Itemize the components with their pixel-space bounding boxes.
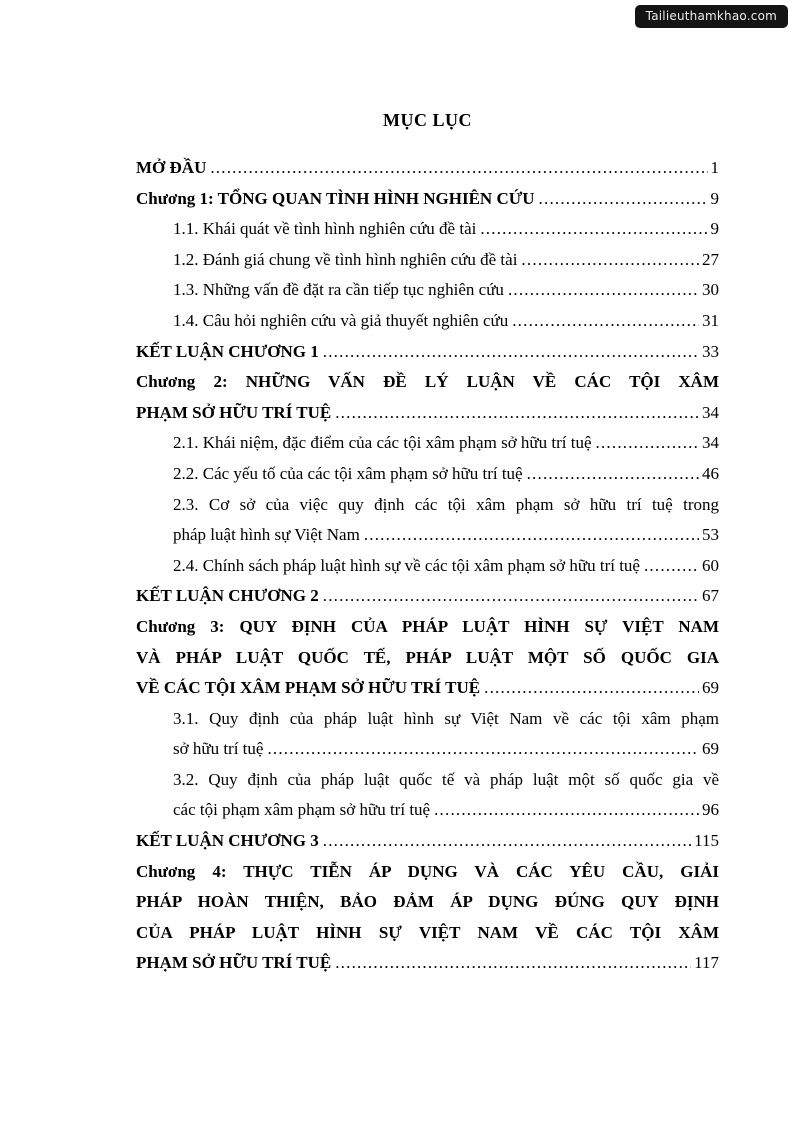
toc-entry-line: 3.1. Quy định của pháp luật hình sự Việt Nam về các tội xâm phạm [173,708,719,728]
page-content [136,110,719,979]
toc-entry-line [173,428,719,459]
dot-leader [323,337,699,368]
dot-leader [335,948,691,979]
toc-entry-text: KẾT LUẬN CHƯƠNG 1 [136,341,319,361]
toc-entry [136,275,719,306]
toc-list [136,153,719,979]
toc-entry-line [173,551,719,582]
toc-entry [136,459,719,490]
toc-entry-text: 2.1. Khái niệm, đặc điểm của các tội xâm phạm sở hữu trí tuệ [173,433,592,453]
toc-entry-text: pháp luật hình sự Việt Nam [173,525,360,545]
dot-leader [480,214,707,245]
toc-entry-line: CỦA PHÁP LUẬT HÌNH SỰ VIỆT NAM VỀ CÁC TỘI XÂM [136,922,719,942]
toc-entry-line [136,948,719,979]
page-number: 31 [702,310,719,330]
toc-entry [136,367,719,428]
dot-leader [210,153,707,184]
toc-entry-text: 1.2. Đánh giá chung về tình hình nghiên cứu đề tài [173,249,518,269]
toc-entry-line [136,826,719,857]
toc-entry-line [136,153,719,184]
toc-entry [136,245,719,276]
toc-entry-line [173,214,719,245]
page-title: MỤC LỤC [383,110,472,130]
toc-entry-line: Chương 4: THỰC TIỄN ÁP DỤNG VÀ CÁC YÊU CẦU, GIẢI [136,861,719,881]
page-number: 9 [710,219,719,239]
page-number: 69 [702,739,719,759]
toc-entry-text: sở hữu trí tuệ [173,739,264,759]
toc-entry-text: PHẠM SỞ HỮU TRÍ TUỆ [136,402,332,422]
page-number: 60 [702,555,719,575]
watermark-badge: Tailieuthamkhao.com [635,5,788,28]
dot-leader [434,795,699,826]
toc-entry-line: Chương 3: QUY ĐỊNH CỦA PHÁP LUẬT HÌNH SỰ VIỆT NAM [136,616,719,636]
page-number: 27 [702,249,719,269]
dot-leader [364,520,699,551]
dot-leader [527,459,699,490]
page-number: 69 [702,678,719,698]
toc-entry [136,765,719,826]
toc-entry-text: KẾT LUẬN CHƯƠNG 3 [136,831,319,851]
toc-entry-text: MỞ ĐẦU [136,158,207,177]
page-number: 53 [702,525,719,545]
toc-entry-line [173,459,719,490]
page-number: 96 [702,800,719,820]
toc-entry-text: VỀ CÁC TỘI XÂM PHẠM SỞ HỮU TRÍ TUỆ [136,678,481,698]
toc-entry [136,826,719,857]
toc-entry-line [173,306,719,337]
page-number: 33 [702,341,719,361]
page-number: 9 [710,188,719,208]
toc-entry-line: 2.3. Cơ sở của việc quy định các tội xâm phạm sở hữu trí tuệ trong [173,494,719,514]
toc-entry-line: PHÁP HOÀN THIỆN, BẢO ĐẢM ÁP DỤNG ĐÚNG QUY ĐỊNH [136,892,719,912]
toc-entry-text: Chương 1: TỔNG QUAN TÌNH HÌNH NGHIÊN CỨU [136,188,535,208]
toc-entry-line [136,581,719,612]
dot-leader [512,306,699,337]
toc-entry [136,581,719,612]
toc-entry [136,306,719,337]
toc-entry-text: 1.4. Câu hỏi nghiên cứu và giả thuyết nghiên cứu [173,310,509,330]
page-number: 115 [694,831,719,851]
toc-entry-line [173,734,719,765]
dot-leader [484,673,699,704]
toc-entry [136,551,719,582]
page-number: 117 [694,953,719,973]
toc-entry-line [136,673,719,704]
dot-leader [508,275,699,306]
toc-entry [136,184,719,215]
toc-entry-line [136,337,719,368]
toc-entry [136,428,719,459]
toc-entry-line: Chương 2: NHỮNG VẤN ĐỀ LÝ LUẬN VỀ CÁC TỘI XÂM [136,372,719,392]
dot-leader [323,581,699,612]
toc-entry-line [173,275,719,306]
toc-entry-line [173,520,719,551]
toc-entry-text: 1.3. Những vấn đề đặt ra cần tiếp tục nghiên cứu [173,280,504,300]
toc-entry-text: 1.1. Khái quát về tình hình nghiên cứu đề tài [173,219,477,239]
toc-entry-line: 3.2. Quy định của pháp luật quốc tế và pháp luật một số quốc gia về [173,769,719,789]
toc-entry-text: KẾT LUẬN CHƯƠNG 2 [136,586,319,606]
toc-entry [136,214,719,245]
dot-leader [267,734,699,765]
page-number: 1 [710,158,719,177]
toc-entry [136,612,719,704]
dot-leader [539,184,708,215]
toc-entry [136,153,719,184]
toc-entry [136,704,719,765]
toc-entry-text: 2.2. Các yếu tố của các tội xâm phạm sở hữu trí tuệ [173,463,523,483]
page-number: 46 [702,463,719,483]
page-number: 34 [702,402,719,422]
toc-entry-line [136,398,719,429]
page-number: 67 [702,586,719,606]
toc-entry [136,490,719,551]
toc-entry-text: các tội phạm xâm phạm sở hữu trí tuệ [173,800,431,820]
toc-entry-line [173,245,719,276]
toc-entry-line [173,795,719,826]
dot-leader [521,245,699,276]
dot-leader [323,826,691,857]
toc-entry [136,857,719,979]
page-number: 30 [702,280,719,300]
toc-entry-text: 2.4. Chính sách pháp luật hình sự về các tội xâm phạm sở hữu trí tuệ [173,555,640,575]
dot-leader [596,428,699,459]
dot-leader [335,398,699,429]
toc-entry-line [136,184,719,215]
dot-leader [644,551,699,582]
toc-entry [136,337,719,368]
toc-entry-text: PHẠM SỞ HỮU TRÍ TUỆ [136,953,332,973]
page-number: 34 [702,433,719,453]
toc-entry-line: VÀ PHÁP LUẬT QUỐC TẾ, PHÁP LUẬT MỘT SỐ QUỐC GIA [136,647,719,667]
